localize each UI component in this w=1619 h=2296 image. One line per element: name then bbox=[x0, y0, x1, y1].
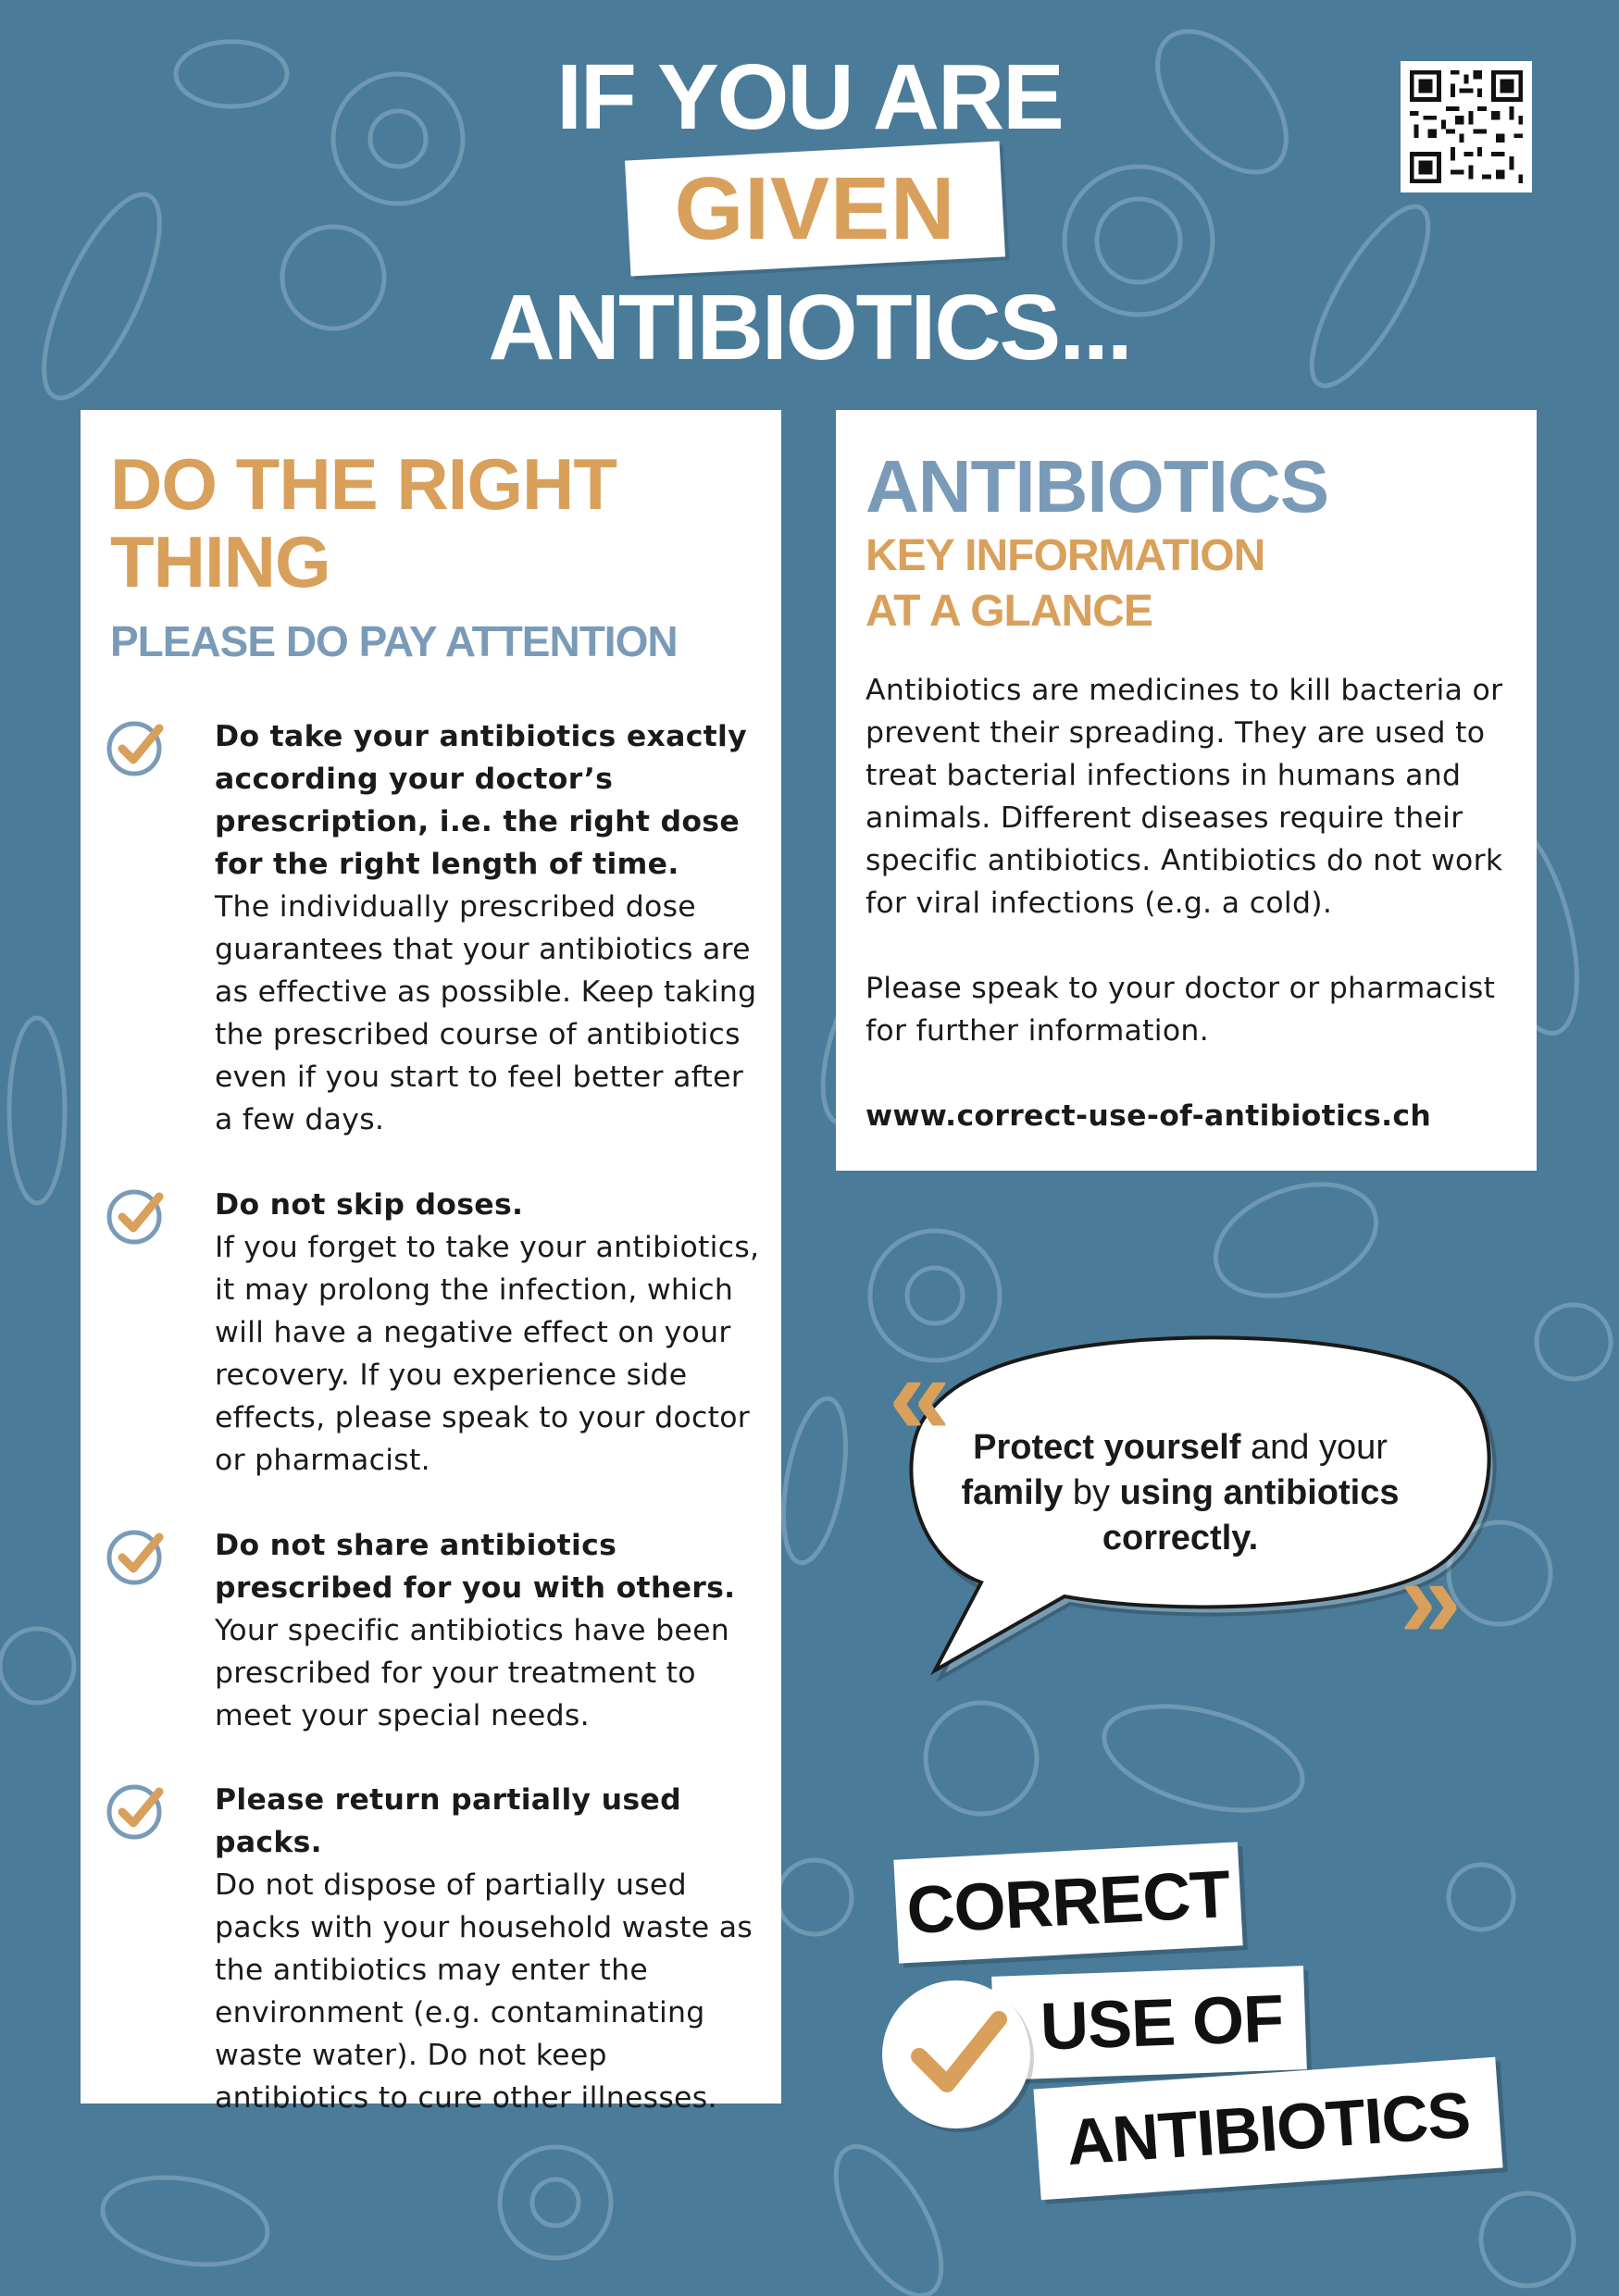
logo-line2: USE OF bbox=[1039, 1981, 1285, 2065]
checkmark-icon bbox=[903, 1999, 1014, 2110]
close-quote-icon: » bbox=[1400, 1537, 1462, 1661]
item-body: Do not dispose of partially used packs with your household waste as the antibiotics may enter the environment (e.g. contaminating waste water). Do not keep antibiotics to cure other illnesses. bbox=[215, 1868, 753, 2115]
quote-part5: using antibiotics correctly. bbox=[1102, 1473, 1400, 1558]
item-body: The individually prescribed dose guarantees that your antibiotics are as effective as possible. Keep taking the prescribed course of antibiotics even if you start to feel better after a few days. bbox=[215, 890, 757, 1136]
qr-code-icon bbox=[1401, 61, 1532, 192]
item-heading: Please return partially used packs. bbox=[215, 1783, 681, 1859]
right-panel-subtitle bbox=[866, 528, 1513, 639]
checkmark-circle-icon bbox=[106, 1524, 171, 1589]
item-heading: Do not skip doses. bbox=[215, 1188, 524, 1222]
left-title-line2: THING bbox=[110, 521, 330, 602]
quote-part1: Protect yourself bbox=[973, 1428, 1241, 1467]
quote-part2: and your bbox=[1240, 1428, 1388, 1467]
item-body: If you forget to take your antibiotics, it may prolong the infection, which will have a negative effect on your recovery. If you experience side effects, please speak to your doctor or pharmacist. bbox=[215, 1231, 760, 1477]
open-quote-icon: « bbox=[889, 1334, 951, 1458]
quote-part4: by bbox=[1063, 1473, 1120, 1512]
checkmark-circle-icon bbox=[106, 1184, 171, 1248]
quote-part3: family bbox=[961, 1473, 1064, 1512]
right-subtitle-line1: KEY INFORMATION bbox=[866, 531, 1265, 580]
logo-line1: CORRECT bbox=[904, 1856, 1232, 1949]
right-panel-title: ANTIBIOTICS bbox=[866, 445, 1329, 527]
checkmark-circle-icon bbox=[106, 1779, 171, 1843]
item-heading: Do not share antibiotics prescribed for you with others. bbox=[215, 1529, 736, 1605]
logo-line3: ANTIBIOTICS bbox=[1064, 2078, 1473, 2179]
header-title-line1: IF YOU ARE bbox=[556, 45, 1063, 149]
key-information-panel bbox=[836, 410, 1537, 1171]
item-body: Your specific antibiotics have been prescribed for your treatment to meet your special needs. bbox=[215, 1614, 730, 1732]
item-heading: Do take your antibiotics exactly according your doctor’s prescription, i.e. the right dose for the right length of time. bbox=[215, 720, 747, 881]
right-subtitle-line2: AT A GLANCE bbox=[866, 587, 1152, 636]
quote-text bbox=[953, 1425, 1407, 1561]
right-paragraph-2: Please speak to your doctor or pharmacist for further information. bbox=[866, 972, 1496, 1048]
right-paragraph-1: Antibiotics are medicines to kill bacteria or prevent their spreading. They are used to treat bacterial infections in humans and animals. Different diseases require their specific antibiotics. Antibiotics do not work for viral infections (e.g. a cold). bbox=[866, 674, 1503, 920]
header-title-line3: ANTIBIOTICS... bbox=[488, 276, 1131, 379]
left-title-line1: DO THE RIGHT bbox=[110, 443, 616, 525]
left-panel-subtitle: PLEASE DO PAY ATTENTION bbox=[110, 617, 678, 665]
left-panel-title bbox=[110, 445, 740, 601]
checkmark-circle-icon bbox=[106, 715, 171, 780]
do-the-right-thing-panel bbox=[81, 410, 781, 2115]
website-link[interactable]: www.correct-use-of-antibiotics.ch bbox=[866, 1099, 1432, 1133]
header-title-highlight: GIVEN bbox=[674, 159, 956, 258]
